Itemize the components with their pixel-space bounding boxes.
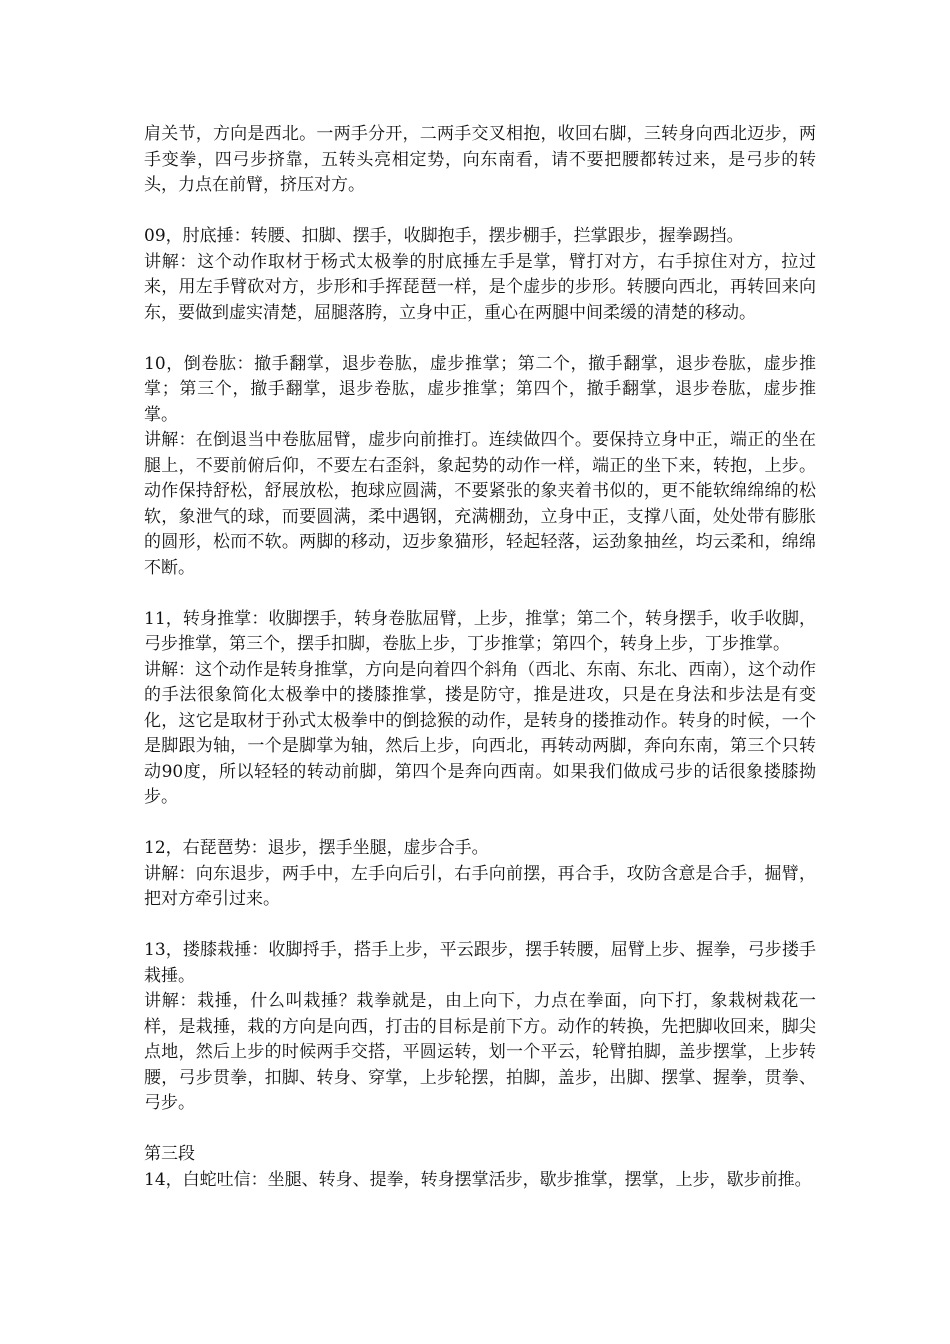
paragraph-gap [144, 913, 816, 939]
explanation-12: 讲解：向东退步，两手中，左手向后引，右手向前摆，再合手，攻防含意是合手，掘臂，把对方牵引过来。 [144, 863, 816, 909]
paragraph-gap [144, 1117, 816, 1143]
paragraph-gap [144, 811, 816, 837]
paragraph-gap [144, 581, 816, 607]
document-body [144, 122, 816, 1193]
heading-11-turn-push-palm: 11，转身推掌：收脚摆手，转身卷肱屈臂，上步，推掌；第二个，转身摆手，收手收脚，弓步推掌，第三个，摆手扣脚，卷肱上步，丁步推掌；第四个，转身上步，丁步推掌。 [144, 608, 816, 654]
explanation-11: 讲解：这个动作是转身推掌，方向是向着四个斜角（西北、东南、东北、西南），这个动作的手法很象简化太极拳中的搂膝推掌，搂是防守，推是进攻，只是在身法和步法是有变化，这它是取材于孙式太极拳中的倒捻猴的动作，是转身的搂推动作。转身的时候，一个是脚跟为轴，一个是脚掌为轴，然后上步，向西北，再转动两脚，奔向东南，第三个只转动90度，所以轻轻的转动前脚，第四个是奔向西南。如果我们做成弓步的话很象搂膝拗步。 [144, 659, 816, 807]
paragraph-gap [144, 199, 816, 225]
explanation-09: 讲解：这个动作取材于杨式太极拳的肘底捶左手是掌，臂打对方，右手掠住对方，拉过来，用左手臂砍对方，步形和手挥琵琶一样，是个虚步的步形。转腰向西北，再转回来向东，要做到虚实清楚，屈腿落胯，立身中正，重心在两腿中间柔缓的清楚的移动。 [144, 251, 816, 323]
heading-13-brush-knee-punch: 13，搂膝栽捶：收脚捋手，搭手上步，平云跟步，摆手转腰，屈臂上步、握拳，弓步搂手栽捶。 [144, 940, 816, 986]
heading-12-right-pipa: 12，右琵琶势：退步，摆手坐腿，虚步合手。 [144, 838, 489, 858]
explanation-10: 讲解：在倒退当中卷肱屈臂，虚步向前推打。连续做四个。要保持立身中正，端正的坐在腿上，不要前俯后仰，不要左右歪斜，象起势的动作一样，端正的坐下来，转抱，上步。动作保持舒松，舒展放松，抱球应圆满，不要紧张的象夹着书似的，更不能软绵绵绵的松软，象泄气的球，而要圆满，柔中遇钢，充满棚劲，立身中正，支撑八面，处处带有膨胀的圆形，松而不软。两脚的移动，迈步象猫形，轻起轻落，运劲象抽丝，均云柔和，绵绵不断。 [144, 430, 816, 578]
heading-10-repulse-monkey: 10，倒卷肱：撤手翻掌，退步卷肱，虚步推掌；第二个，撤手翻掌，退步卷肱，虚步推掌；第三个，撤手翻掌，退步卷肱，虚步推掌；第四个，撤手翻掌，退步卷肱，虚步推掌。 [144, 353, 816, 425]
paragraph-gap [144, 326, 816, 352]
heading-14-white-snake: 14，白蛇吐信：坐腿、转身、提拳，转身摆掌活步，歇步推掌，摆掌，上步，歇步前推。 [144, 1169, 812, 1190]
heading-09-elbow-punch: 09，肘底捶：转腰、扣脚、摆手，收脚抱手，摆步棚手，拦掌跟步，握拳踢挡。 [144, 226, 744, 246]
section-heading-third: 第三段 [144, 1144, 195, 1164]
paragraph-shoulder-continuation: 肩关节，方向是西北。一两手分开，二两手交叉相抱，收回右脚，三转身向西北迈步，两手变拳，四弓步挤靠，五转头亮相定势，向东南看，请不要把腰都转过来，是弓步的转头，力点在前臂，挤压对方。 [144, 124, 816, 195]
explanation-13: 讲解：栽捶，什么叫栽捶？栽拳就是，由上向下，力点在拳面，向下打，象栽树栽花一样，是栽捶，栽的方向是向西，打击的目标是前下方。动作的转换，先把脚收回来，脚尖点地，然后上步的时候两手交搭，平圆运转，划一个平云，轮臂拍脚，盖步摆掌，上步转腰，弓步贯拳，扣脚、转身、穿掌，上步轮摆，拍脚，盖步，出脚、摆掌、握拳，贯拳、弓步。 [144, 991, 816, 1113]
